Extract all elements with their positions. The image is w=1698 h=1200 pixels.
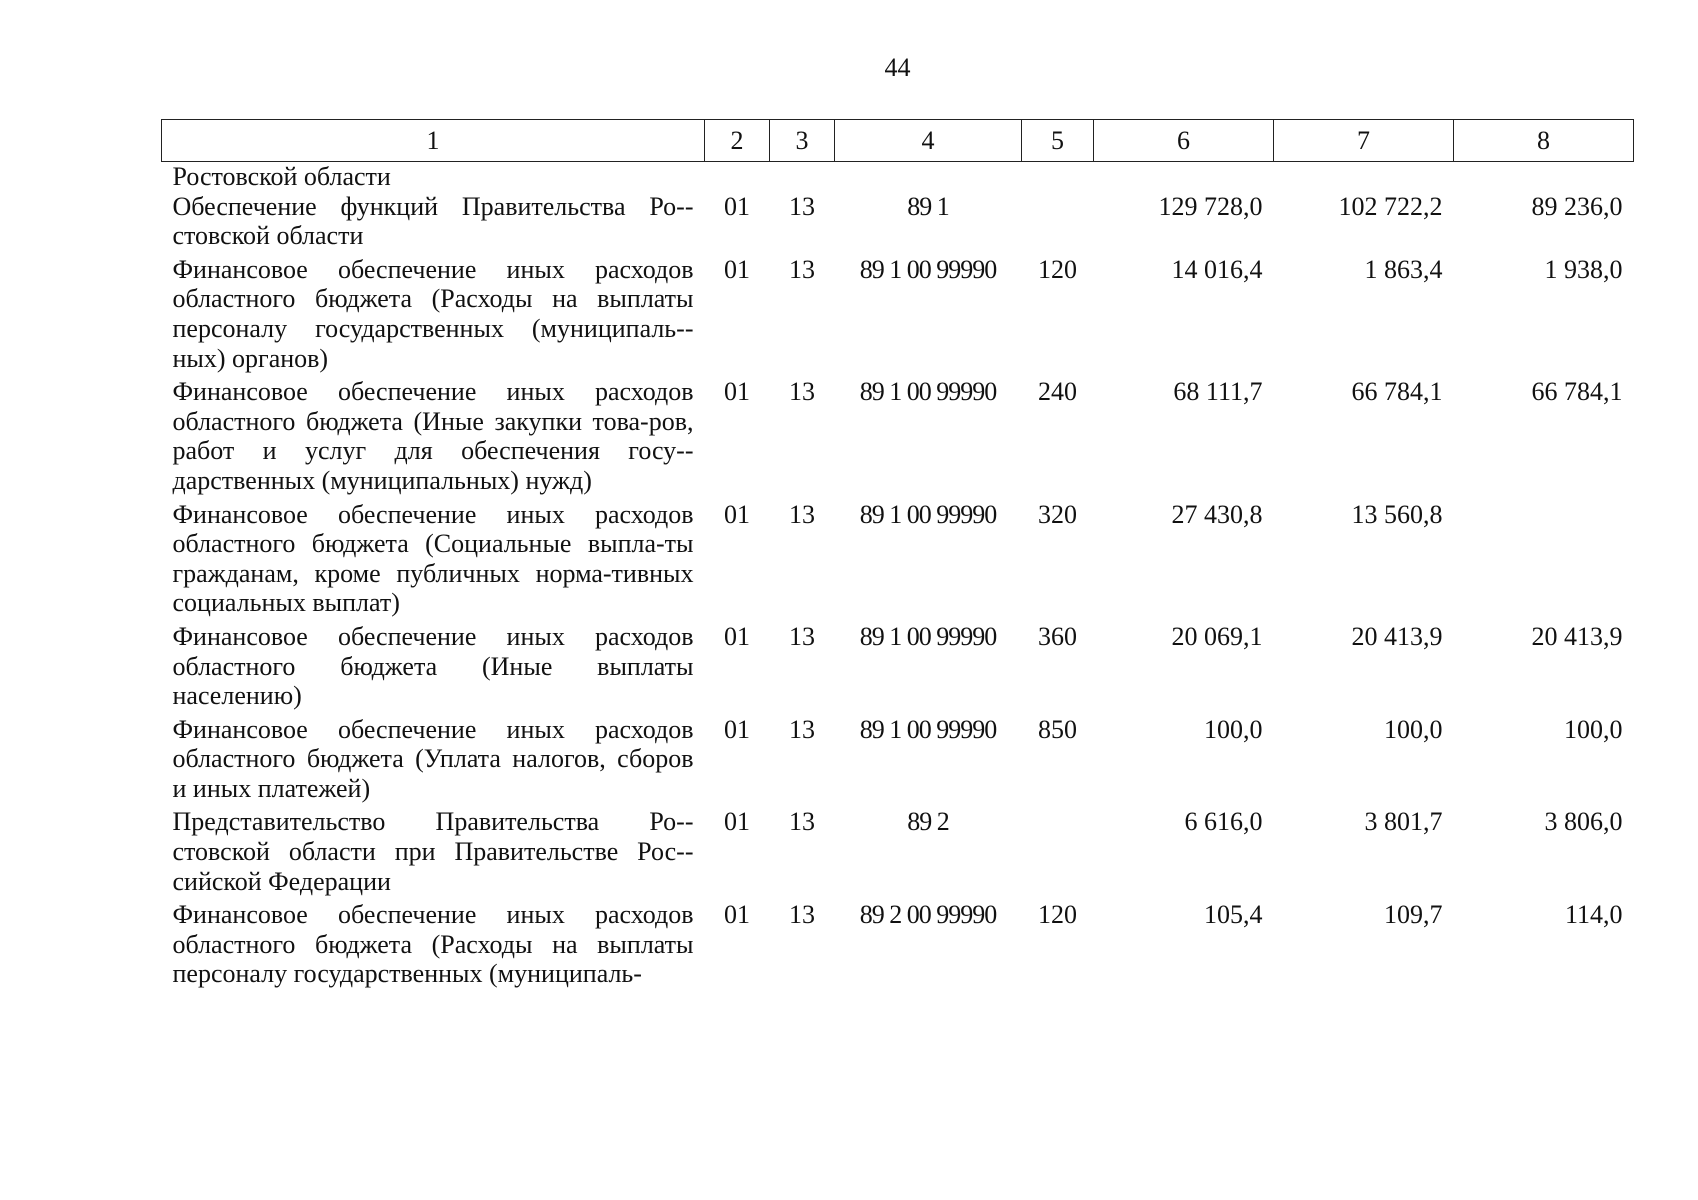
table-row [162,192,1634,255]
row-expense-type: 120 [1038,254,1077,284]
row-subsection: 13 [789,807,815,837]
table-row [162,500,1634,622]
row-amount-year2: 3 801,7 [1364,807,1443,837]
row-amount-year1: 105,4 [1204,900,1263,930]
row-subsection: 13 [789,499,815,529]
row-expense-type [1022,807,1094,900]
row-amount-year3: 1 938,0 [1544,254,1623,284]
row-target-code: 89 2 [907,807,949,837]
row-target-code: 89 1 00 99990 [859,377,997,407]
header-col-7: 7 [1274,120,1454,162]
header-col-1: 1 [162,120,705,162]
row-subsection: 13 [789,191,815,221]
table-row [162,900,1634,993]
row-expense-type: 850 [1038,714,1077,744]
row-subsection: 13 [789,377,815,407]
row-amount-year3: 100,0 [1564,714,1623,744]
row-subsection: 13 [789,900,815,930]
row-expense-type [1022,192,1094,255]
header-col-8: 8 [1454,120,1634,162]
table-row [162,715,1634,808]
row-section: 01 [724,621,750,651]
row-amount-year2: 66 784,1 [1351,377,1443,407]
row-amount-year1: 20 069,1 [1171,621,1263,651]
row-amount-year2: 109,7 [1384,900,1443,930]
row-amount-year3: 114,0 [1564,900,1623,930]
row-expense-type: 320 [1038,499,1077,529]
budget-table [161,119,1634,993]
header-row [162,120,1634,162]
row-amount-year3: 66 784,1 [1531,377,1623,407]
row-name: Финансовое обеспечение иных расходов областного бюджета (Социальные выпла-ты гражданам, кроме публичных норма-тивных социальных выплат) [172,499,694,618]
row-amount-year3: 20 413,9 [1531,621,1623,651]
table-row [162,377,1634,499]
row-amount-year2: 1 863,4 [1364,254,1443,284]
row-amount-year1: 100,0 [1204,714,1263,744]
row-section: 01 [724,499,750,529]
header-col-4: 4 [835,120,1022,162]
table-header [162,120,1634,162]
row-amount-year1: 14 016,4 [1171,254,1263,284]
row-amount-year1: 6 616,0 [1184,807,1263,837]
row-name: Представительство Правительства Ро-стовской области при Правительстве Рос-сийской Федерации [172,807,694,896]
row-subsection: 13 [789,254,815,284]
row-name: Обеспечение функций Правительства Ро-стовской области [172,191,694,251]
row-target-code: 89 1 00 99990 [859,714,997,744]
row-section: 01 [724,191,750,221]
row-amount-year1: 68 111,7 [1173,377,1263,407]
row-target-code: 89 1 00 99990 [859,621,997,651]
row-name: Финансовое обеспечение иных расходов областного бюджета (Расходы на выплаты персоналу государственных (муниципаль-ных) органов) [172,254,694,373]
row-target-code: 89 1 00 99990 [859,254,997,284]
row-expense-type: 240 [1038,377,1077,407]
table-row [162,622,1634,715]
header-col-5: 5 [1022,120,1094,162]
row-expense-type: 120 [1038,900,1077,930]
row-target-code: 89 2 00 99990 [859,900,997,930]
header-col-2: 2 [705,120,770,162]
row-expense-type: 360 [1038,621,1077,651]
continuation-text: Ростовской области [172,162,391,191]
row-section: 01 [724,377,750,407]
page-number: 44 [884,53,911,82]
row-amount-year2: 13 560,8 [1351,499,1443,529]
row-amount-year3: 89 236,0 [1531,191,1623,221]
row-target-code: 89 1 [907,191,949,221]
header-col-6: 6 [1094,120,1274,162]
row-amount-year1: 27 430,8 [1171,499,1263,529]
row-target-code: 89 1 00 99990 [859,499,997,529]
row-subsection: 13 [789,714,815,744]
header-col-3: 3 [770,120,835,162]
row-amount-year2: 100,0 [1384,714,1443,744]
row-name: Финансовое обеспечение иных расходов областного бюджета (Иные выплаты населению) [172,621,694,711]
row-section: 01 [724,714,750,744]
row-amount-year2: 102 722,2 [1338,191,1443,221]
row-section: 01 [724,807,750,837]
row-amount-year3: 3 806,0 [1544,807,1623,837]
table-row [162,255,1634,377]
row-name: Финансовое обеспечение иных расходов областного бюджета (Расходы на выплаты персоналу государственных (муниципаль- [172,900,694,989]
row-section: 01 [724,900,750,930]
row-name: Финансовое обеспечение иных расходов областного бюджета (Иные закупки това-ров, работ и услуг для обеспечения госу-дарственных (муниципальных) нужд) [172,377,694,495]
row-section: 01 [724,254,750,284]
row-amount-year1: 129 728,0 [1158,191,1263,221]
row-subsection: 13 [789,621,815,651]
table-row [162,807,1634,900]
row-amount-year2: 20 413,9 [1351,621,1443,651]
table-body [162,162,1634,994]
row-name: Финансовое обеспечение иных расходов областного бюджета (Уплата налогов, сборов и иных платежей) [172,714,694,803]
row-amount-year3 [1454,500,1634,622]
continuation-row [162,162,1634,192]
